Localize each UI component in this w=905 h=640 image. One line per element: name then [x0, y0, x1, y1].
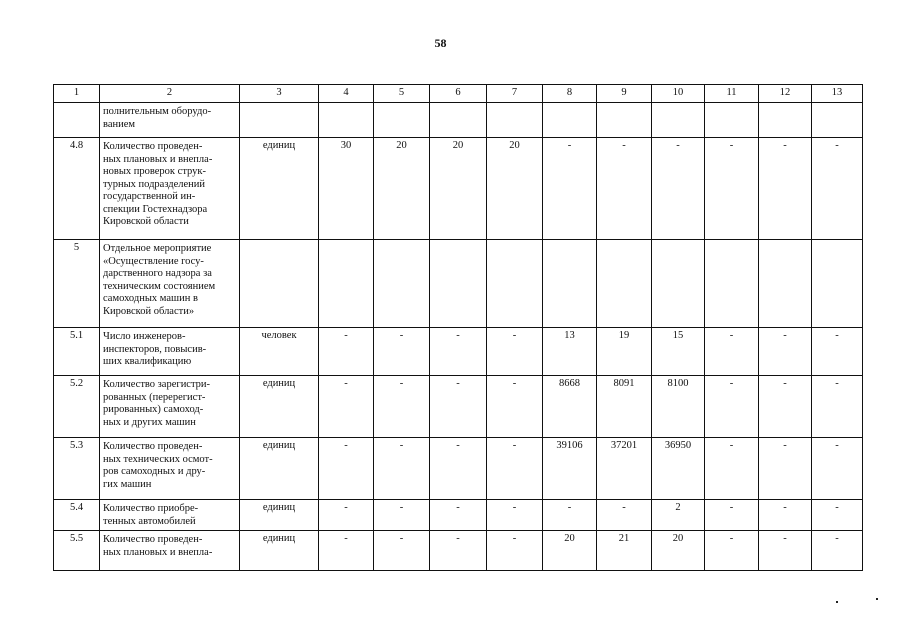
- value-cell: -: [487, 328, 543, 376]
- indicator-name: полнительным оборудо- ванием: [100, 103, 240, 138]
- table-row: [54, 500, 863, 531]
- value-cell: -: [597, 500, 652, 531]
- value-cell: 8668: [543, 376, 597, 438]
- row-number: [54, 103, 100, 138]
- value-cell: -: [319, 328, 374, 376]
- value-cell: 8091: [597, 376, 652, 438]
- indicator-name: Количество зарегистри- рованных (перерегист- рированных) самоход- ных и других машин: [100, 376, 240, 438]
- value-cell: -: [812, 376, 863, 438]
- table-row: [54, 328, 863, 376]
- value-cell: [543, 240, 597, 328]
- value-cell: -: [759, 531, 812, 571]
- value-cell: -: [543, 138, 597, 240]
- value-cell: -: [812, 328, 863, 376]
- value-cell: 37201: [597, 438, 652, 500]
- column-header-4: 4: [319, 85, 374, 103]
- value-cell: -: [812, 500, 863, 531]
- table-body: [54, 103, 863, 571]
- value-cell: [543, 103, 597, 138]
- value-cell: -: [319, 438, 374, 500]
- value-cell: [374, 240, 430, 328]
- column-header-6: 6: [430, 85, 487, 103]
- value-cell: -: [759, 328, 812, 376]
- value-cell: [652, 103, 705, 138]
- value-cell: -: [374, 500, 430, 531]
- value-cell: 15: [652, 328, 705, 376]
- value-cell: [430, 103, 487, 138]
- indicator-name: Количество приобре- тенных автомобилей: [100, 500, 240, 531]
- value-cell: -: [705, 500, 759, 531]
- unit-of-measure: человек: [240, 328, 319, 376]
- value-cell: 20: [543, 531, 597, 571]
- value-cell: -: [319, 500, 374, 531]
- table-row: [54, 438, 863, 500]
- value-cell: -: [759, 438, 812, 500]
- value-cell: -: [812, 138, 863, 240]
- value-cell: -: [705, 531, 759, 571]
- indicator-name: Отдельное мероприятие «Осуществление госу- дарственного надзора за техническим состоянием самоходных машин в Кировской области»: [100, 240, 240, 328]
- value-cell: -: [374, 531, 430, 571]
- value-cell: 39106: [543, 438, 597, 500]
- value-cell: -: [487, 531, 543, 571]
- value-cell: -: [705, 376, 759, 438]
- value-cell: 8100: [652, 376, 705, 438]
- value-cell: -: [597, 138, 652, 240]
- unit-of-measure: единиц: [240, 500, 319, 531]
- value-cell: -: [705, 328, 759, 376]
- column-header-9: 9: [597, 85, 652, 103]
- indicator-name: Количество проведен- ных плановых и внепла-: [100, 531, 240, 571]
- unit-of-measure: единиц: [240, 138, 319, 240]
- column-header-12: 12: [759, 85, 812, 103]
- row-number: 5.5: [54, 531, 100, 571]
- value-cell: [597, 240, 652, 328]
- row-number: 5.4: [54, 500, 100, 531]
- table-row: [54, 376, 863, 438]
- page-number: 58: [434, 36, 447, 50]
- value-cell: -: [759, 500, 812, 531]
- value-cell: [487, 103, 543, 138]
- value-cell: [652, 240, 705, 328]
- unit-of-measure: единиц: [240, 376, 319, 438]
- value-cell: -: [374, 376, 430, 438]
- value-cell: [759, 103, 812, 138]
- row-number: 5.3: [54, 438, 100, 500]
- value-cell: 36950: [652, 438, 705, 500]
- table-row: [54, 138, 863, 240]
- value-cell: -: [487, 376, 543, 438]
- table-header-row: [54, 85, 863, 103]
- value-cell: -: [430, 328, 487, 376]
- row-number: 4.8: [54, 138, 100, 240]
- unit-of-measure: [240, 103, 319, 138]
- table-row: [54, 531, 863, 571]
- value-cell: [319, 103, 374, 138]
- value-cell: 30: [319, 138, 374, 240]
- value-cell: [759, 240, 812, 328]
- scan-speck: [876, 598, 878, 600]
- value-cell: -: [487, 500, 543, 531]
- value-cell: -: [430, 500, 487, 531]
- value-cell: 13: [543, 328, 597, 376]
- value-cell: -: [430, 376, 487, 438]
- value-cell: -: [319, 531, 374, 571]
- value-cell: [374, 103, 430, 138]
- value-cell: [812, 240, 863, 328]
- value-cell: -: [812, 438, 863, 500]
- value-cell: -: [430, 531, 487, 571]
- value-cell: -: [543, 500, 597, 531]
- value-cell: [597, 103, 652, 138]
- value-cell: [430, 240, 487, 328]
- value-cell: [319, 240, 374, 328]
- column-header-2: 2: [100, 85, 240, 103]
- value-cell: 21: [597, 531, 652, 571]
- column-header-11: 11: [705, 85, 759, 103]
- value-cell: -: [759, 138, 812, 240]
- column-header-1: 1: [54, 85, 100, 103]
- value-cell: [705, 240, 759, 328]
- value-cell: [705, 103, 759, 138]
- unit-of-measure: [240, 240, 319, 328]
- data-table: [53, 84, 863, 571]
- unit-of-measure: единиц: [240, 531, 319, 571]
- value-cell: [812, 103, 863, 138]
- value-cell: -: [319, 376, 374, 438]
- column-header-5: 5: [374, 85, 430, 103]
- value-cell: -: [705, 438, 759, 500]
- column-header-8: 8: [543, 85, 597, 103]
- column-header-7: 7: [487, 85, 543, 103]
- table-row: [54, 103, 863, 138]
- value-cell: -: [705, 138, 759, 240]
- value-cell: 20: [487, 138, 543, 240]
- value-cell: -: [759, 376, 812, 438]
- value-cell: [487, 240, 543, 328]
- indicator-name: Число инженеров- инспекторов, повысив- ших квалификацию: [100, 328, 240, 376]
- value-cell: -: [374, 438, 430, 500]
- value-cell: 20: [652, 531, 705, 571]
- value-cell: -: [487, 438, 543, 500]
- value-cell: 20: [430, 138, 487, 240]
- column-header-3: 3: [240, 85, 319, 103]
- value-cell: -: [430, 438, 487, 500]
- row-number: 5: [54, 240, 100, 328]
- table-row: [54, 240, 863, 328]
- scan-speck: [836, 601, 838, 603]
- value-cell: -: [374, 328, 430, 376]
- column-header-10: 10: [652, 85, 705, 103]
- row-number: 5.1: [54, 328, 100, 376]
- value-cell: 19: [597, 328, 652, 376]
- indicator-name: Количество проведен- ных технических осмот- ров самоходных и дру- гих машин: [100, 438, 240, 500]
- value-cell: 20: [374, 138, 430, 240]
- value-cell: -: [812, 531, 863, 571]
- unit-of-measure: единиц: [240, 438, 319, 500]
- indicator-name: Количество проведен- ных плановых и внепла- новых проверок струк- турных подразделений государственной ин- спекции Гостехнадзора Кировской области: [100, 138, 240, 240]
- value-cell: 2: [652, 500, 705, 531]
- value-cell: -: [652, 138, 705, 240]
- column-header-13: 13: [812, 85, 863, 103]
- row-number: 5.2: [54, 376, 100, 438]
